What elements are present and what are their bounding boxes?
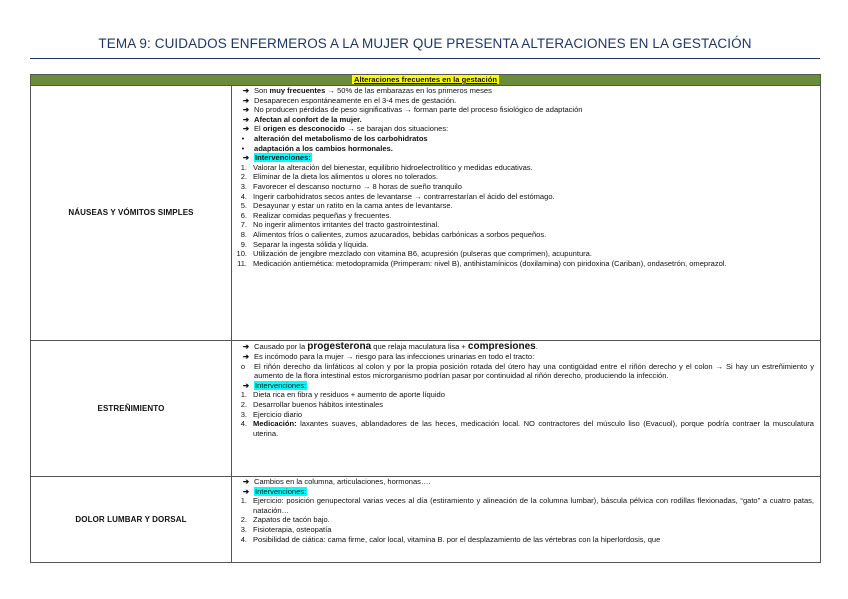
circle-bullet-icon: o: [240, 361, 246, 371]
list-item: ➔ Causado por la progesterona que relaja maculatura lisa + compresiones.: [232, 341, 814, 352]
list-item: 2. Zapatos de tacón bajo.: [240, 515, 330, 525]
arrow-bullet-icon: ➔: [242, 86, 250, 95]
interventions-heading: ➔ Intervenciones:: [232, 487, 814, 497]
table-row: [31, 341, 821, 477]
list-item: 3. Fisioterapia, osteopatía: [240, 524, 332, 534]
list-item: 9. Separar la ingesta sólida y líquida.: [240, 239, 369, 249]
list-item: 10. Utilización de jengibre mezclado con vitamina B6, acupresión (pulseras que comprimen), acupuntura.: [236, 249, 592, 259]
list-item: 8. Alimentos fríos o calientes, zumos azucarados, bebidas carbónicas a sorbos pequeños.: [240, 229, 547, 239]
list-item: 1. Ejercicio: posición genupectoral varias veces al día (estiramiento y alineación de la columna lumbar), báscula pélvica con rodillas flexionadas, “gato” a cuatro patas, natación…: [240, 496, 815, 515]
arrow-bullet-icon: ➔: [242, 486, 250, 496]
section-label-nauseas: NÁUSEAS Y VÓMITOS SIMPLES: [31, 86, 232, 341]
table-row: [31, 477, 821, 563]
section-label-estrenimiento: ESTREÑIMIENTO: [31, 341, 232, 477]
list-item: ➔ Desaparecen espontáneamente en el 3-4 mes de gestación.: [232, 96, 814, 106]
list-item: • alteración del metabolismo de los carbohidratos: [232, 134, 814, 144]
interventions-heading: ➔ Intervenciones:: [232, 381, 814, 391]
list-item: ➔ Es incómodo para la mujer → riesgo para las infecciones urinarias en todo el tracto:: [232, 352, 814, 362]
dot-bullet-icon: •: [241, 133, 245, 143]
list-item: 5. Desayunar y estar un ratito en la cama antes de levantarse.: [240, 201, 453, 211]
list-item: 4. Posibilidad de ciática: cama firme, calor local, vitamina B. por el desplazamiento de las vértebras con la hiperlordosis, que: [240, 534, 661, 544]
table-header-text: Alteraciones frecuentes en la gestación: [353, 75, 498, 84]
list-item: 1. Valorar la alteración del bienestar, equilibrio hidroelectrolítico y medidas educativas.: [240, 162, 533, 172]
arrow-bullet-icon: ➔: [242, 114, 250, 124]
list-item: 2. Desarrollar buenos hábitos intestinales: [240, 399, 384, 409]
arrow-bullet-icon: ➔: [242, 477, 250, 486]
list-item: ➔ Afectan al confort de la mujer.: [232, 115, 814, 125]
list-item: 1. Dieta rica en fibra y residuos + aumento de aporte líquido: [240, 390, 445, 400]
list-item: ➔ El origen es desconocido → se barajan dos situaciones:: [232, 124, 814, 134]
arrow-bullet-icon: ➔: [242, 342, 250, 351]
dot-bullet-icon: •: [241, 143, 245, 153]
list-item: ➔ Son muy frecuentes → 50% de las embarazas en los primeros meses: [232, 86, 814, 96]
arrow-bullet-icon: ➔: [242, 153, 250, 163]
table-header-row: [31, 75, 821, 86]
list-item: o El riñón derecho da linfáticos al colon y por la propia posición rotada del útero hay una contigüidad entre el riñón derecho y el colon → Si hay un estreñimiento y aumento de la flora intestinal estos microrganismo podrían pasar por continuidad al riñón derecho, produciendo la infección.: [232, 362, 814, 381]
arrow-bullet-icon: ➔: [242, 105, 250, 115]
section-content-dolor-lumbar: [232, 477, 821, 563]
section-content-nauseas: [232, 86, 821, 341]
list-item: • adaptación a los cambios hormonales.: [232, 144, 814, 154]
arrow-bullet-icon: ➔: [242, 380, 250, 390]
list-item: ➔ No producen pérdidas de peso significativas → forman parte del proceso fisiológico de adaptación: [232, 105, 814, 115]
list-item: 4. Ingerir carbohidratos secos antes de levantarse → contrarrestarían el ácido del estómago.: [240, 191, 555, 201]
arrow-bullet-icon: ➔: [242, 124, 250, 134]
alterations-table: [30, 74, 821, 563]
list-item: 4. Medicación: laxantes suaves, ablandadores de las heces, medicación local. NO contractores del músculo liso (Evacuol), porque podría contraer la musculatura uterina.: [240, 419, 815, 438]
list-item: ➔ Cambios en la columna, articulaciones, hormonas….: [232, 477, 814, 487]
arrow-bullet-icon: ➔: [242, 95, 250, 105]
list-item: 3. Ejercicio diario: [240, 409, 303, 419]
interventions-heading: ➔ Intervenciones:: [232, 153, 814, 163]
list-item: 7. No ingerir alimentos irritantes del tracto gastrointestinal.: [240, 220, 440, 230]
table-header-cell: [31, 75, 821, 86]
section-label-dolor-lumbar: DOLOR LUMBAR Y DORSAL: [31, 477, 232, 563]
list-item: 2. Eliminar de la dieta los alimentos u olores no tolerados.: [240, 172, 438, 182]
list-item: 11. Medicación antiemética: metodopramida (Primperam: nivel B), antihistamínicos (doxilamina) con piridoxina (Cariban), ondasetrón, omeprazol.: [237, 258, 727, 268]
list-item: 6. Realizar comidas pequeñas y frecuentes.: [240, 210, 392, 220]
section-content-estrenimiento: [232, 341, 821, 477]
list-item: 3. Favorecer el descanso nocturno → 8 horas de sueño tranquilo: [240, 181, 462, 191]
page-title: TEMA 9: CUIDADOS ENFERMEROS A LA MUJER QUE PRESENTA ALTERACIONES EN LA GESTACIÓN: [98, 36, 752, 51]
table-row: [31, 86, 821, 341]
title-underline: [30, 58, 820, 59]
arrow-bullet-icon: ➔: [242, 352, 250, 361]
